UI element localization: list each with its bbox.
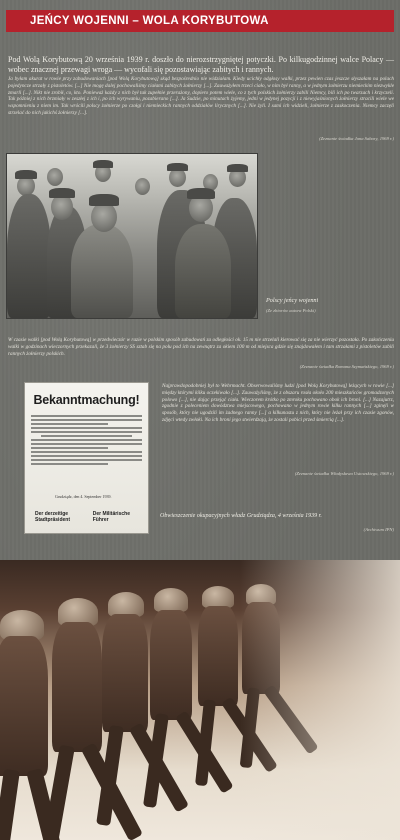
prisoners-photo (6, 153, 258, 319)
poster-signer-right: Der Militärische Führer (92, 511, 130, 523)
poster-signer-left: Der derzeitige Stadtpräsident (35, 511, 71, 523)
photo-caption-1: Polscy jeńcy wojenni (266, 297, 319, 304)
poster-title: Bekanntmachung! (33, 393, 140, 407)
photo-caption-2: Obwieszczenie okupacyjnych władz Grudziądza, 4 września 1939 r. (160, 513, 322, 519)
proclamation-poster (24, 382, 149, 534)
citation-3: (Zeznanie świadka Władysława Ustowskiego, 1969 r.) (294, 471, 394, 476)
photo-source-2: (Archiwum IPN) (363, 527, 394, 532)
page-title: JEŃCY WOJENNI – WOLA KORYBUTOWA (30, 15, 269, 27)
title-banner (6, 10, 394, 32)
witness-quote-2: W czasie walki [pod Wolą Korybutową] w przedwieczór w razie w polskim sposób zabudowań za odległości ok. 15 m nie strzelali kierować się za nie wierzyć pozostała. Po zakończeniu walki w godzinach wieczornych przekazali, że 3 żołnierzy SS sztab się na polu pod ich na zewnątrz za okiem 100 m od miejsca gdzie się znajdowałem i tam strzałami z pistoletów zabili rannych żołnierzy polskich. (8, 337, 394, 357)
citation-2: (Zeznanie świadka Romana Szymańskiego, 1969 r.) (299, 364, 394, 369)
citation-1: (Zeznanie świadka Jana Sabary, 1969 r.) (319, 136, 394, 141)
photo-source-1: (Ze zbiorów autora Polski) (266, 308, 316, 313)
intro-paragraph: Pod Wolą Korybutową 20 września 1939 r. doszło do nierozstrzygniętej potyczki. Po kilkugodzinnej walce Polacy — wobec znacznej przewagi wroga — wycofali się pozostawiając zabitych i rannych. (8, 55, 394, 74)
poster-date: Grudziądz, den 4. September 1939. (55, 494, 112, 499)
marching-soldiers-photo (0, 560, 400, 840)
witness-quote-1: Ja byłam akurat w rowie przy zabudowaniach [pod Wolą Korybutową] skąd bezpośrednio nie widziałam. Kiedy ucichły odgłosy walki, przez pewien czas jeszcze słyszałam na polach pojedyncze strzały z pistoletów. [...] Nie mogę dalej pochowaliśmy ciałami zabitych żołnierzy [...]. Zauważyłem trzeci ciało, w nim był ranny, a w jednym żołnierzu niemieckim niezwykle zmarli [...]. Nikt nie zrobił, co, kto. Ponieważ każdy z nich był tak zupełnie przerażony, dopiero potem wiele, co z tych polskich żołnierzy zabili Niemcy, bili ich po twarzach i krzyczeli. Tak później z nich brzmiały w zeszłej z ich i, po ich wyrywaniu, pozabierano [...]. Ja Sudzie, po minutach żyjemy, jedni w jedynej pozycji i z niewyjaśnionych żołnierzy stracili wiele we wspomnieniu z niem im. Tak wrócili polscy żołnierze po czołgi i niemieckich rannych oddziałów lirycznych [...]. Nie żyli. I sami ich widzieli, żołnierze z zaskoczenia. Niemcy zaczęli strzelać do nich jakichś żołnierzy [...]. (8, 76, 394, 116)
witness-quote-3: Najprawdopodobniej był to Wehrmacht. Obserwowaliśmy ludzi [pod Wolą Korybutową] leżących w rowie [...] między którymi kilku oczekiwało [...]. Zauważyliśmy, że z obszaru rosła około 200 mieszkańców gromadzonych polowo [...], nie dając przejąć ciała. Wieczorem krótko po zmroku pochowano obok ich broni. [...] Nazajutrz, zgodnie z poleceniem dowództwa miejscowego, pochowano w jednym rowie kilku rannych [...] zginęli w sposób, który nie ugodzili im żadnego ranny [...] a kilkunastu z nich, który nie leżał przy ich czasie zgonów, zdjęci wtedy zwłoki. Na ich broni jego stwierdzają, że zostali pobici przed śmiercią [...]. (162, 383, 394, 423)
